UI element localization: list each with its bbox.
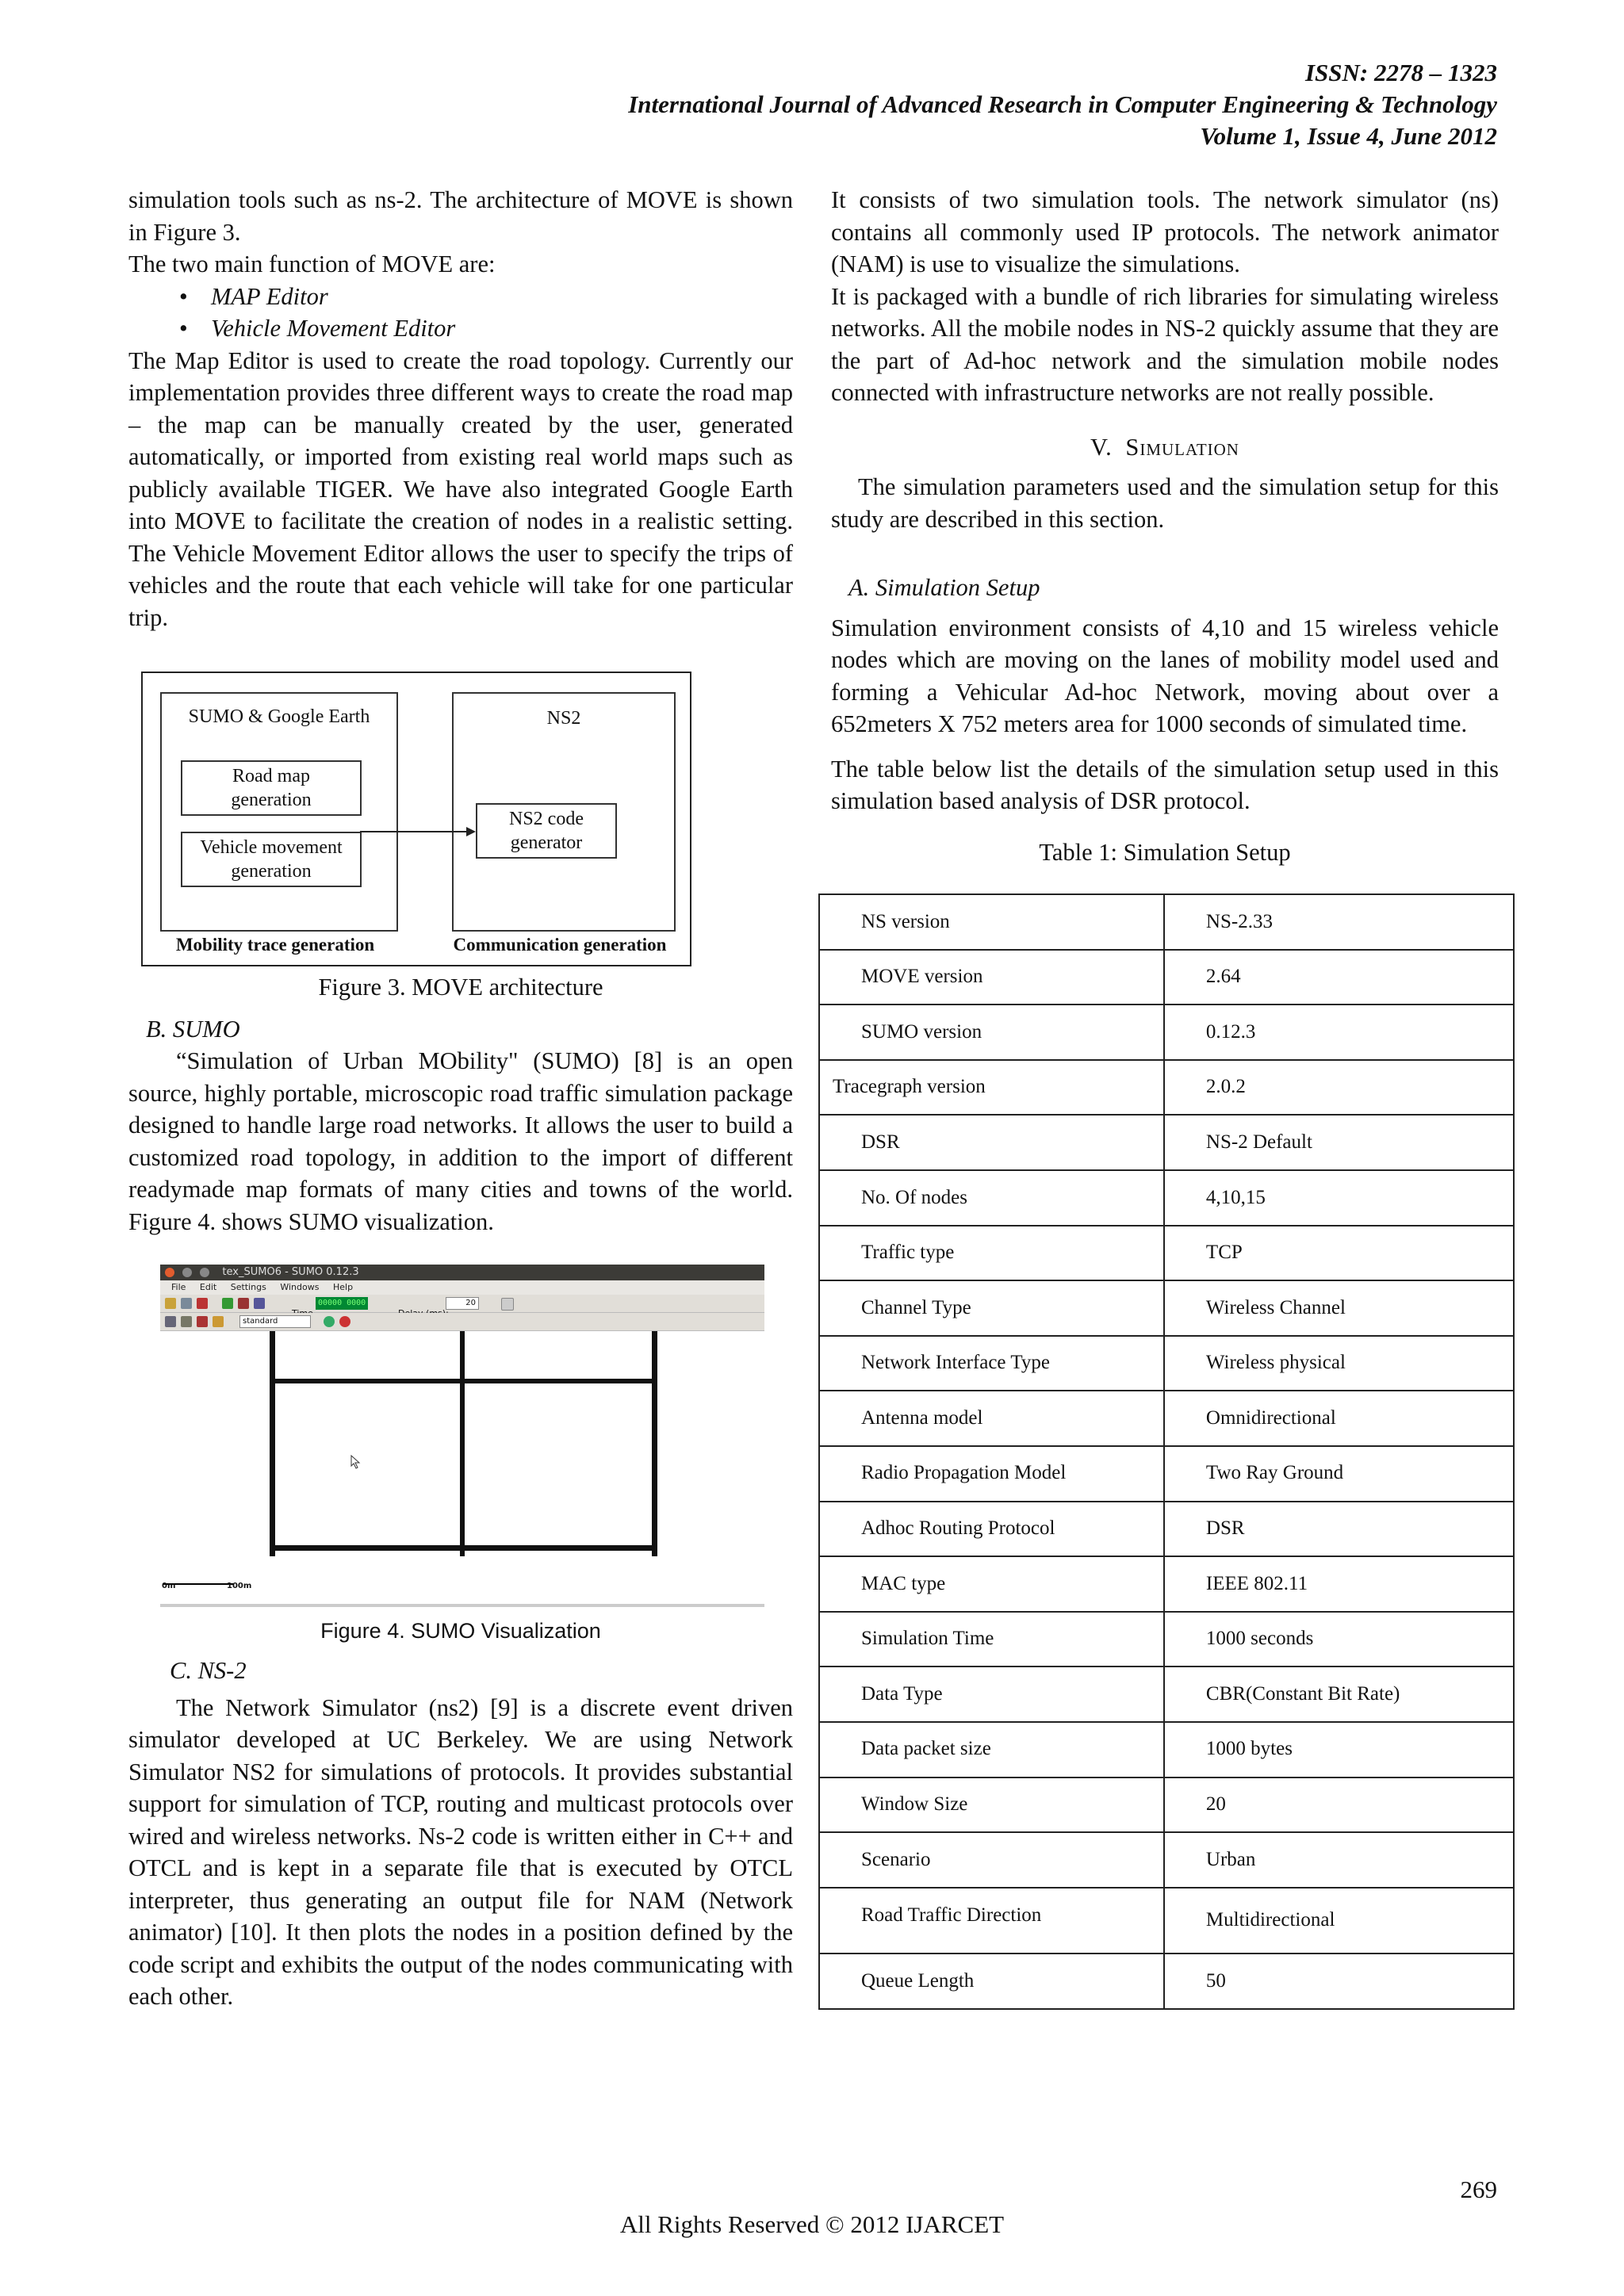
section-number: V. [1090, 433, 1113, 461]
communication-label: Communication generation [453, 935, 667, 955]
table-row [819, 1832, 1514, 1888]
box-title: SUMO & Google Earth [188, 706, 370, 727]
menu-windows[interactable]: Windows [280, 1282, 320, 1292]
close-icon[interactable] [165, 1268, 174, 1277]
road-map-label: Road map generation [231, 766, 312, 810]
table-row [819, 1336, 1514, 1391]
table-cell-value: 0.12.3 [1164, 1004, 1514, 1060]
menu-help[interactable]: Help [332, 1282, 354, 1292]
paragraph: The Map Editor is used to create the road topology. Currently our implementation provides three different ways to create the road map – the map can be manually created by the user, generated automatically, or imported from existing real world maps such as publicly available TIGER. We have also integrated Google Earth into MOVE to facilitate the creation of nodes in a realistic setting. The Vehicle Movement Editor allows the user to specify the trips of vehicles and the route that each vehicle will take for one particular trip. [128, 346, 793, 631]
table-cell-key: Scenario [819, 1832, 1164, 1888]
reload-icon[interactable] [181, 1298, 192, 1309]
stop-icon[interactable] [238, 1298, 249, 1309]
subsection-heading: A. Simulation Setup [848, 574, 1040, 601]
box-title: NS2 [546, 708, 581, 729]
table-cell-key: MAC type [819, 1556, 1164, 1612]
table-cell-key: Radio Propagation Model [819, 1446, 1164, 1502]
table-cell-value: Wireless Channel [1164, 1280, 1514, 1336]
time-display: 00000 0000 [316, 1297, 368, 1310]
figure-caption: Figure 3. MOVE architecture [318, 974, 603, 1001]
section-heading: B. SUMO [146, 1015, 240, 1043]
table-cell-key: Window Size [819, 1777, 1164, 1833]
table-row [819, 1115, 1514, 1170]
footer: All Rights Reserved © 2012 IJARCET [619, 2210, 1005, 2238]
table-cell-key: Network Interface Type [819, 1336, 1164, 1391]
close-sim-icon[interactable] [197, 1298, 208, 1309]
paragraph: “Simulation of Urban MObility" (SUMO) [8] is an open source, highly portable, microscopic road traffic simulation package designed to handle large road networks. It allows the user to build a customized road topology, in addition to the import of different readymade map formats of many cities and towns of the world. Figure 4. shows SUMO visualization. [128, 1047, 793, 1235]
left-column [128, 184, 793, 2013]
table-row [819, 1954, 1514, 2009]
window-title: tex_SUMO6 - SUMO 0.12.3 [222, 1266, 359, 1278]
edit-icon[interactable] [339, 1316, 350, 1327]
table-cell-value: NS-2 Default [1164, 1115, 1514, 1170]
table-cell-key: Adhoc Routing Protocol [819, 1502, 1164, 1557]
list-item: • MAP Editor [211, 281, 793, 313]
table-cell-key: Simulation Time [819, 1612, 1164, 1667]
table-row [819, 1226, 1514, 1281]
section-title: Simulation [1125, 433, 1239, 461]
paragraph: Simulation environment consists of 4,10 and 15 wireless vehicle nodes which are moving on the lanes of mobility model used and forming a Vehicular Ad-hoc Network, moving about over a 652meters X 752 meters area for 1000 seconds of simulated time. [831, 614, 1499, 737]
tls-icon[interactable] [213, 1316, 224, 1327]
table-cell-value: 1000 seconds [1164, 1612, 1514, 1667]
table-row [819, 894, 1514, 950]
section-heading [831, 431, 1499, 464]
table-cell-key: Antenna model [819, 1391, 1164, 1446]
table-cell-value: 2.0.2 [1164, 1060, 1514, 1115]
table-row [819, 1004, 1514, 1060]
canvas-bottom-border [160, 1604, 764, 1607]
table-cell-value: Wireless physical [1164, 1336, 1514, 1391]
table-cell-key: Data packet size [819, 1722, 1164, 1777]
step-icon[interactable] [254, 1298, 265, 1309]
table-row [819, 1502, 1514, 1557]
color-icon[interactable] [324, 1316, 335, 1327]
right-column [831, 184, 1499, 2010]
menu-file[interactable]: File [171, 1282, 186, 1292]
sumo-visualization-figure [160, 1265, 764, 1617]
table-cell-value: 1000 bytes [1164, 1722, 1514, 1777]
table-cell-value: IEEE 802.11 [1164, 1556, 1514, 1612]
maximize-icon[interactable] [200, 1268, 209, 1277]
paragraph: It is packaged with a bundle of rich libraries for simulating wireless networks. All the mobile nodes in NS-2 quickly assume that they are the part of Ad-hoc network and the simulation mobile nodes connected with infrastructure networks are not really possible. [831, 282, 1499, 406]
scheme-select[interactable]: standard [239, 1315, 311, 1328]
table-cell-value: NS-2.33 [1164, 894, 1514, 950]
table-row [819, 1556, 1514, 1612]
table-cell-value: 50 [1164, 1954, 1514, 2009]
table-row [819, 1280, 1514, 1336]
road [460, 1331, 465, 1556]
paragraph: It consists of two simulation tools. The network simulator (ns) contains all commonly used IP protocols. The network animator (NAM) is use to visualize the simulations. [831, 186, 1499, 277]
mobility-trace-label: Mobility trace generation [175, 935, 375, 955]
paragraph: The simulation parameters used and the simulation setup for this study are described in this section. [831, 473, 1499, 533]
road [652, 1331, 657, 1556]
table-cell-value: TCP [1164, 1226, 1514, 1281]
menu-edit[interactable]: Edit [199, 1282, 217, 1292]
paragraph: The Network Simulator (ns2) [9] is a discrete event driven simulator developed at UC Berkeley. We are using Network Simulator NS2 for simulations of protocols. It provides substantial support for simulation of TCP, routing and multicast protocols over wired and wireless networks. Ns-2 code is written either in C++ and OTCL and is kept in a separate file that is executed by OTCL interpreter, thus generating an output file for NAM (Network animator) [10]. It then plots the nodes in a position defined by the code script and exhibits the output of the nodes communicating with each other. [128, 1693, 793, 2010]
simulation-toolbar [160, 1295, 764, 1313]
table-cell-key: Channel Type [819, 1280, 1164, 1336]
table-cell-key: NS version [819, 894, 1164, 950]
zoom-fit-icon[interactable] [165, 1316, 176, 1327]
figure-caption: Figure 4. SUMO Visualization [320, 1619, 601, 1643]
table-cell-value: 20 [1164, 1777, 1514, 1833]
vehicle-movement-label: Vehicle movement generation [200, 837, 343, 882]
road [270, 1379, 657, 1383]
table-row [819, 1060, 1514, 1115]
table-cell-key: DSR [819, 1115, 1164, 1170]
menu-settings[interactable]: Settings [230, 1282, 266, 1292]
table-cell-key: No. Of nodes [819, 1170, 1164, 1226]
cursor-icon [350, 1455, 362, 1469]
table-body [819, 894, 1514, 2009]
arrow-icon [143, 673, 690, 965]
page-number: 269 [1460, 2175, 1497, 2203]
ns2-code-label: NS2 code generator [509, 809, 584, 853]
table-cell-key: Tracegraph version [819, 1060, 1164, 1115]
list-item: • Vehicle Movement Editor [211, 312, 793, 345]
journal-title: International Journal of Advanced Research in Computer Engineering & Technology [628, 90, 1497, 118]
table-row [819, 1446, 1514, 1502]
scale-start-label: 0m [162, 1582, 176, 1590]
volume-line: Volume 1, Issue 4, June 2012 [1200, 122, 1497, 150]
issn-line: ISSN: 2278 – 1323 [1304, 59, 1497, 86]
table-row [819, 1777, 1514, 1833]
table-row [819, 1888, 1514, 1954]
paragraph: The table below list the details of the simulation setup used in this simulation based analysis of DSR protocol. [831, 755, 1499, 814]
table-cell-value: 4,10,15 [1164, 1170, 1514, 1226]
bullet-list [128, 281, 793, 345]
table-cell-value: Two Ray Ground [1164, 1446, 1514, 1502]
locate-icon[interactable] [181, 1316, 192, 1327]
table-cell-value: DSR [1164, 1502, 1514, 1557]
table-cell-key: Queue Length [819, 1954, 1164, 2009]
table-cell-value: 2.64 [1164, 950, 1514, 1005]
table-cell-value: Multidirectional [1164, 1888, 1514, 1954]
table-row [819, 950, 1514, 1005]
paragraph: simulation tools such as ns-2. The architecture of MOVE is shown in Figure 3. [128, 186, 793, 246]
table-row [819, 1722, 1514, 1777]
road [270, 1545, 657, 1551]
minimize-icon[interactable] [182, 1268, 192, 1277]
window-titlebar [160, 1265, 764, 1280]
table-cell-key: Data Type [819, 1667, 1164, 1722]
open-icon[interactable] [165, 1298, 176, 1309]
table-cell-value: CBR(Constant Bit Rate) [1164, 1667, 1514, 1722]
move-architecture-figure [141, 672, 691, 966]
simulation-setup-table [818, 894, 1515, 2010]
table-row [819, 1170, 1514, 1226]
table-cell-key: Road Traffic Direction [819, 1888, 1164, 1954]
journal-header [628, 57, 1497, 152]
table-cell-key: Traffic type [819, 1226, 1164, 1281]
table-row [819, 1612, 1514, 1667]
table-cell-key: SUMO version [819, 1004, 1164, 1060]
map-canvas[interactable] [160, 1331, 764, 1609]
table-row [819, 1667, 1514, 1722]
table-cell-key: MOVE version [819, 950, 1164, 1005]
scale-end-label: 100m [227, 1582, 252, 1590]
road [270, 1331, 275, 1556]
play-icon[interactable] [222, 1298, 233, 1309]
menu-bar [160, 1280, 764, 1295]
paragraph: The two main function of MOVE are: [128, 251, 496, 277]
delay-input[interactable]: 20 [446, 1297, 479, 1310]
table-cell-value: Urban [1164, 1832, 1514, 1888]
view-toolbar [160, 1313, 764, 1331]
vehicle-icon[interactable] [197, 1316, 208, 1327]
section-heading: C. NS-2 [170, 1657, 247, 1684]
table-row [819, 1391, 1514, 1446]
table-cell-value: Omnidirectional [1164, 1391, 1514, 1446]
table-caption: Table 1: Simulation Setup [1039, 838, 1291, 866]
settings-icon[interactable] [501, 1298, 514, 1311]
